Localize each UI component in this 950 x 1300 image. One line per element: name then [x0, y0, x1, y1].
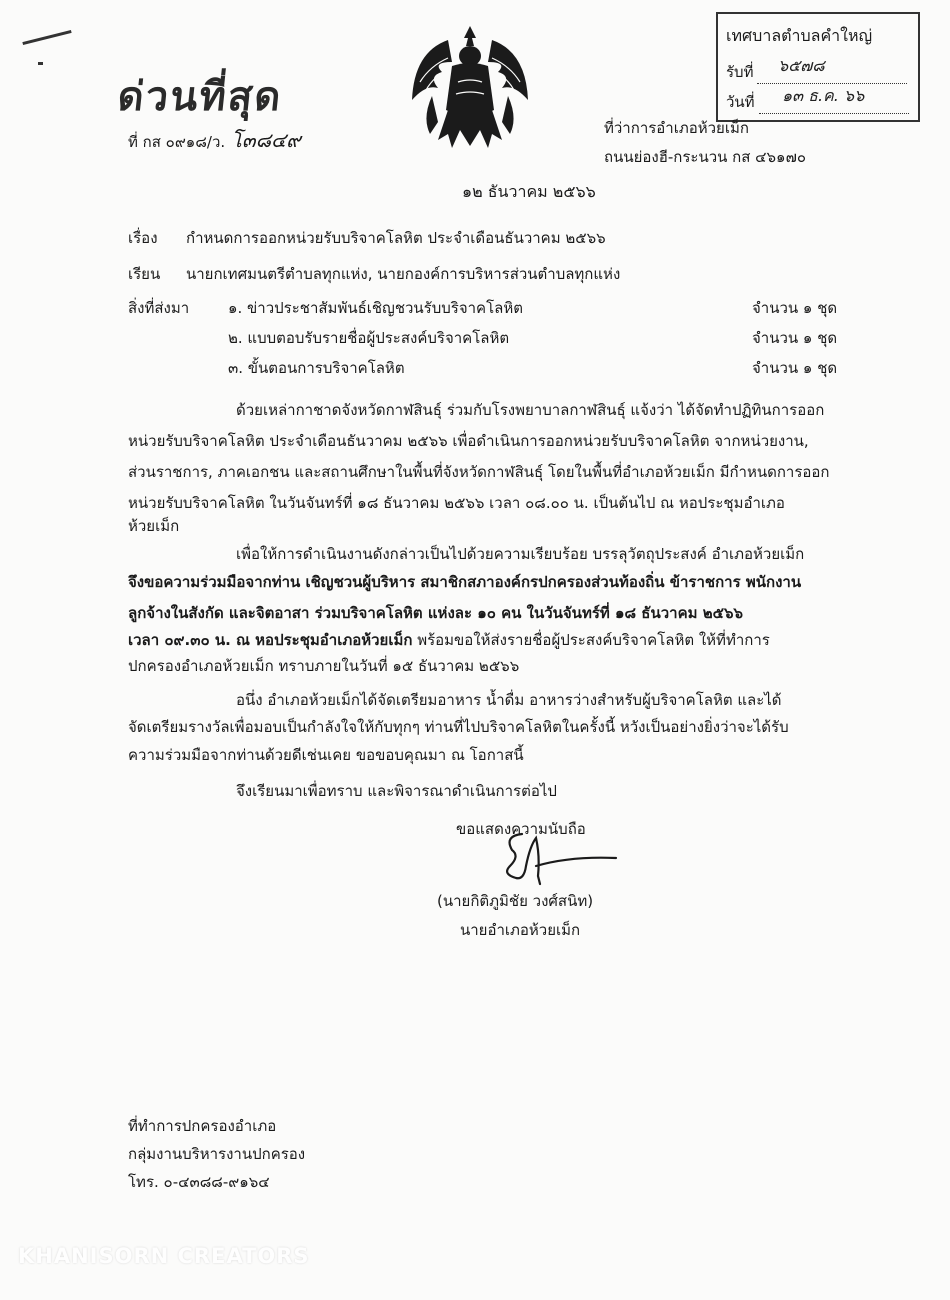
- signature-icon: [480, 826, 640, 892]
- body-line-bold: จึงขอความร่วมมือจากท่าน เชิญชวนผู้บริหาร สมาชิกสภาองค์กรปกครองส่วนท้องถิ่น ข้าราชการ พนักงาน: [128, 573, 802, 591]
- signatory-name: (นายกิติภูมิชัย วงศ์สนิท): [437, 892, 594, 910]
- body-line: เพื่อให้การดำเนินงานดังกล่าวเป็นไปด้วยความเรียบร้อย บรรลุวัตถุประสงค์ อำเภอห้วยเม็ก: [236, 545, 805, 563]
- body-line: ส่วนราชการ, ภาคเอกชน และสถานศึกษาในพื้นที่จังหวัดกาฬสินธุ์ โดยในพื้นที่อำเภอห้วยเม็ก มีกำหนดการออก: [128, 463, 830, 481]
- body-line: ความร่วมมือจากท่านด้วยดีเช่นเคย ขอขอบคุณมา ณ โอกาสนี้: [128, 746, 524, 764]
- pen-mark: [22, 30, 71, 45]
- enclosure-item: ๑. ข่าวประชาสัมพันธ์เชิญชวนรับบริจาคโลหิต: [228, 299, 523, 317]
- receipt-number-value: ๖๕๗๘: [778, 56, 825, 75]
- addressee-label: เรียน: [128, 265, 161, 283]
- document-number: [128, 124, 301, 156]
- document-number-handwritten: โ๓๘๔๙: [231, 128, 301, 152]
- office-name: ที่ว่าการอำเภอห้วยเม็ก: [604, 119, 749, 137]
- office-address: ถนนย่องฮี-กระนวน กส ๔๖๑๗๐: [604, 148, 807, 166]
- document-number-prefix: ที่ กส ๐๙๑๘/ว.: [128, 133, 226, 151]
- pen-mark: [38, 62, 43, 65]
- body-line-mixed: [128, 630, 770, 650]
- subject-text: กำหนดการออกหน่วยรับบริจาคโลหิต ประจำเดือนธันวาคม ๒๕๖๖: [186, 229, 606, 247]
- body-line-tail: พร้อมขอให้ส่งรายชื่อผู้ประสงค์บริจาคโลหิต ให้ที่ทำการ: [412, 631, 770, 649]
- body-line: หน่วยรับบริจาคโลหิต ประจำเดือนธันวาคม ๒๕๖๖ เพื่อดำเนินการออกหน่วยรับบริจาคโลหิต จากหน่วยงาน,: [128, 432, 809, 450]
- regards: ขอแสดงความนับถือ: [456, 820, 586, 838]
- enclosure-qty: จำนวน ๑ ชุด: [752, 329, 838, 347]
- meeting-time-place: เวลา ๐๙.๓๐ น. ณ หอประชุมอำเภอห้วยเม็ก: [128, 631, 413, 649]
- enclosure-item: ๒. แบบตอบรับรายชื่อผู้ประสงค์บริจาคโลหิต: [228, 329, 510, 347]
- footer-group: กลุ่มงานบริหารงานปกครอง: [128, 1145, 306, 1163]
- watermark: KHANISORN CREATORS: [18, 1244, 310, 1268]
- signatory-position: นายอำเภอห้วยเม็ก: [460, 921, 581, 939]
- receipt-stamp-title: เทศบาลตำบลคำใหญ่: [726, 26, 873, 45]
- receipt-stamp: [716, 12, 920, 122]
- enclosure-qty: จำนวน ๑ ชุด: [752, 359, 838, 377]
- document-date: ๑๒ ธันวาคม ๒๕๖๖: [462, 182, 596, 201]
- body-line: หน่วยรับบริจาคโลหิต ในวันจันทร์ที่ ๑๘ ธันวาคม ๒๕๖๖ เวลา ๐๘.๐๐ น. เป็นต้นไป ณ หอประชุมอำเภอ: [128, 494, 785, 512]
- body-line: ปกครองอำเภอห้วยเม็ก ทราบภายในวันที่ ๑๕ ธันวาคม ๒๕๖๖: [128, 657, 520, 675]
- enclosures-label: สิ่งที่ส่งมา: [128, 299, 190, 317]
- receipt-number-label: รับที่: [726, 63, 754, 81]
- addressee-text: นายกเทศมนตรีตำบลทุกแห่ง, นายกองค์การบริหารส่วนตำบลทุกแห่ง: [186, 265, 621, 283]
- receipt-date-label: วันที่: [726, 93, 755, 111]
- enclosure-item: ๓. ขั้นตอนการบริจาคโลหิต: [228, 359, 405, 377]
- subject-label: เรื่อง: [128, 229, 158, 247]
- body-line: อนึ่ง อำเภอห้วยเม็กได้จัดเตรียมอาหาร น้ำดื่ม อาหารว่างสำหรับผู้บริจาคโลหิต และได้: [236, 691, 782, 709]
- urgent-stamp: ด่วนที่สุด: [115, 74, 285, 120]
- closing-line: จึงเรียนมาเพื่อทราบ และพิจารณาดำเนินการต่อไป: [236, 782, 557, 800]
- garuda-emblem-icon: [408, 22, 532, 158]
- footer-phone: โทร. ๐-๔๓๘๘-๙๑๖๔: [128, 1173, 270, 1191]
- body-line: ด้วยเหล่ากาชาดจังหวัดกาฬสินธุ์ ร่วมกับโรงพยาบาลกาฬสินธุ์ แจ้งว่า ได้จัดทำปฏิทินการออก: [236, 401, 825, 419]
- footer-dept: ที่ทำการปกครองอำเภอ: [128, 1117, 277, 1135]
- body-line: จัดเตรียมรางวัลเพื่อมอบเป็นกำลังใจให้กับทุกๆ ท่านที่ไปบริจาคโลหิตในครั้งนี้ หวังเป็นอย่างยิ่งว่าจะได้รับ: [128, 718, 789, 736]
- receipt-date-value: ๑๓ ธ.ค. ๖๖: [782, 86, 865, 105]
- enclosure-qty: จำนวน ๑ ชุด: [752, 299, 838, 317]
- body-line-bold: ลูกจ้างในสังกัด และจิตอาสา ร่วมบริจาคโลหิต แห่งละ ๑๐ คน ในวันจันทร์ที่ ๑๘ ธันวาคม ๒๕๖๖: [128, 604, 743, 622]
- body-line: ห้วยเม็ก: [128, 517, 180, 535]
